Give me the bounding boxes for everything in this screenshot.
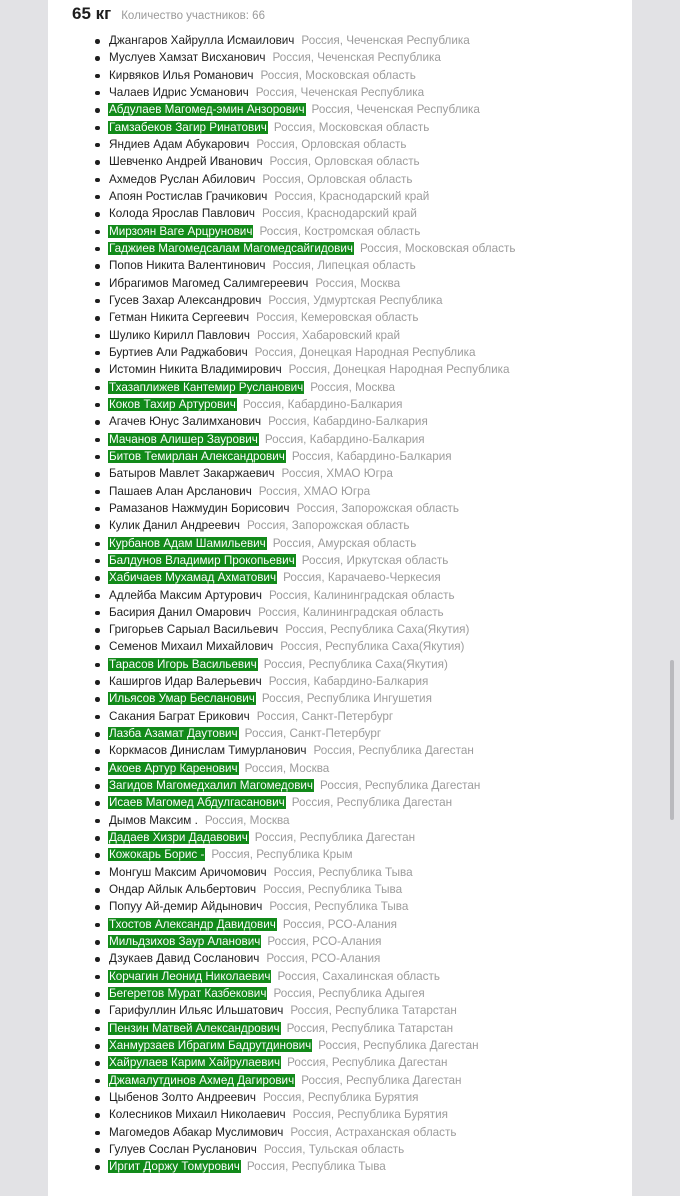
participant-item [108, 708, 628, 725]
participant-item [108, 760, 628, 777]
participant-region: Россия, Запорожская область [296, 501, 459, 515]
participant-item [108, 1020, 628, 1037]
participant-item [108, 517, 628, 534]
participant-region: Россия, Москва [310, 380, 395, 394]
participant-region: Россия, Республика Крым [211, 848, 353, 862]
participant-region: Россия, Республика Татарстан [286, 1021, 454, 1035]
participant-name: Иргит Доржу Томурович [109, 1160, 240, 1174]
participant-item [108, 171, 628, 188]
participant-region: Россия, Республика Татарстан [290, 1004, 457, 1018]
participant-name: Гусев Захар Александрович [109, 293, 262, 307]
participant-item [108, 829, 628, 846]
participant-item [108, 950, 628, 967]
participant-item [108, 32, 628, 49]
participant-region: Россия, Краснодарский край [262, 207, 417, 221]
participant-region: Россия, Республика Дагестан [254, 831, 416, 845]
participant-region: Россия, Москва [315, 276, 401, 290]
participant-region: Россия, Сахалинская область [277, 969, 440, 983]
participant-item [108, 725, 628, 742]
participant-region: Россия, Республика Дагестан [301, 1073, 462, 1087]
participant-item [108, 621, 628, 638]
weight-category-header [72, 4, 265, 28]
participant-region: Россия, ХМАО Югра [281, 467, 393, 481]
participant-region: Россия, Кабардино-Балкария [242, 397, 403, 411]
participant-name: Коркмасов Динислам Тимурланович [109, 744, 307, 758]
participant-name: Гамзабеков Загир Ринатович [109, 120, 267, 134]
participant-item [108, 552, 628, 569]
participant-region: Россия, Республика Саха(Якутия) [285, 623, 470, 637]
participant-region: Россия, Калининградская область [268, 588, 455, 602]
participant-item [108, 1141, 628, 1158]
participant-item [108, 309, 628, 326]
participant-region: Россия, Костромская область [259, 224, 421, 238]
participant-name: Мирзоян Ваге Арцрунович [109, 224, 253, 238]
participant-item [108, 483, 628, 500]
participant-region: Россия, Донецкая Народная Республика [288, 363, 510, 377]
participant-name: Битов Темирлан Александрович [109, 449, 285, 463]
participant-region: Россия, РСО-Алания [267, 935, 382, 949]
participant-name: Муслуев Хамзат Висханович [109, 51, 266, 65]
participant-item [108, 136, 628, 153]
participant-name: Чалаев Идрис Усманович [109, 85, 249, 99]
participant-name: Мачанов Алишер Заурович [109, 432, 258, 446]
participant-item [108, 1072, 628, 1089]
participant-item [108, 119, 628, 136]
participant-item [108, 1158, 628, 1175]
participant-item [108, 690, 628, 707]
participant-name: Гулуев Сослан Русланович [109, 1143, 257, 1156]
participant-name: Монгуш Максим Аричомович [109, 865, 267, 879]
participant-region: Россия, Кабардино-Балкария [268, 675, 429, 689]
participant-name: Сакания Баграт Ерикович [109, 709, 250, 723]
participant-name: Ондар Айлык Альбертович [109, 883, 257, 897]
participant-item [108, 67, 628, 84]
participant-region: Россия, Хабаровский край [257, 328, 401, 342]
participant-name: Цыбенов Золто Андреевич [109, 1091, 257, 1105]
participant-item [108, 569, 628, 586]
background-right [632, 0, 680, 1196]
participant-region: Россия, Краснодарский край [274, 189, 430, 203]
participant-name: Батыров Мавлет Закаржаевич [109, 467, 275, 481]
participant-name: Колесников Михаил Николаевич [109, 1108, 286, 1122]
participant-item [108, 985, 628, 1002]
participant-region: Россия, Орловская область [256, 137, 407, 151]
participant-region: Россия, Республика Тыва [273, 865, 413, 879]
participant-name: Акоев Артур Каренович [109, 761, 238, 775]
participant-item [108, 413, 628, 430]
participant-name: Колода Ярослав Павлович [109, 207, 255, 221]
participant-item [108, 1002, 628, 1019]
participant-item [108, 223, 628, 240]
participant-name: Адлейба Максим Артурович [109, 588, 262, 602]
participant-name: Лазба Азамат Даутович [109, 727, 238, 741]
participant-item [108, 812, 628, 829]
participant-name: Джамалутдинов Ахмед Дагирович [109, 1073, 295, 1087]
participant-region: Россия, Чеченская Республика [311, 103, 480, 117]
participant-region: Россия, Тульская область [263, 1143, 405, 1156]
participant-name: Дзукаев Давид Сосланович [109, 952, 260, 966]
participant-name: Пензин Матвей Александрович [109, 1021, 280, 1035]
participant-region: Россия, РСО-Алания [266, 952, 381, 966]
participant-item [108, 500, 628, 517]
participant-region: Россия, Донецкая Народная Республика [254, 345, 476, 359]
participant-name: Абдулаев Магомед-эмин Анзорович [109, 103, 305, 117]
participant-name: Тарасов Игорь Васильевич [109, 657, 257, 671]
participant-item [108, 638, 628, 655]
participant-region: Россия, Республика Дагестан [291, 796, 453, 810]
participant-region: Россия, Москва [204, 813, 290, 827]
participant-name: Истомин Никита Владимирович [109, 363, 282, 377]
participant-item [108, 777, 628, 794]
participant-item [108, 257, 628, 274]
participant-name: Магомедов Абакар Муслимович [109, 1125, 284, 1139]
participant-region: Россия, Амурская область [272, 536, 417, 550]
participants-count: Количество участников: 66 [121, 10, 265, 22]
participant-name: Ибрагимов Магомед Салимгереевич [109, 276, 309, 290]
participant-item [108, 742, 628, 759]
participant-item [108, 101, 628, 118]
participant-item [108, 1089, 628, 1106]
participant-region: Россия, Республика Дагестан [320, 779, 481, 793]
participant-name: Хайрулаев Карим Хайрулаевич [109, 1056, 281, 1070]
participant-region: Россия, РСО-Алания [282, 917, 397, 931]
participant-item [108, 361, 628, 378]
participant-item [108, 465, 628, 482]
participant-name: Ильясов Умар Бесланович [109, 692, 255, 706]
participant-region: Россия, Кабардино-Балкария [291, 449, 452, 463]
participant-name: Агачев Юнус Залимханович [109, 415, 262, 429]
participant-region: Россия, Иркутская область [301, 553, 449, 567]
participant-name: Басирия Данил Омарович [109, 605, 252, 619]
participant-name: Тхостов Александр Давидович [109, 917, 276, 931]
participant-name: Яндиев Адам Абукарович [109, 137, 250, 151]
participant-region: Россия, Московская область [260, 68, 416, 82]
participant-region: Россия, Москва [244, 761, 330, 775]
participant-region: Россия, Республика Адыгея [273, 987, 425, 1001]
participants-list [108, 32, 628, 1176]
participant-name: Кулик Данил Андреевич [109, 519, 240, 533]
participant-item [108, 1106, 628, 1123]
participant-region: Россия, Кабардино-Балкария [268, 415, 428, 429]
participant-name: Курбанов Адам Шамильевич [109, 536, 266, 550]
participant-region: Россия, Республика Тыва [269, 900, 409, 914]
participant-name: Буртиев Али Раджабович [109, 345, 248, 359]
participant-region: Россия, ХМАО Югра [258, 484, 371, 498]
participant-region: Россия, Чеченская Республика [255, 85, 425, 99]
participant-item [108, 240, 628, 257]
participant-item [108, 916, 628, 933]
participant-region: Россия, Удмуртская Республика [268, 293, 443, 307]
participant-item [108, 275, 628, 292]
participant-name: Бегеретов Мурат Казбекович [109, 987, 267, 1001]
participant-item [108, 968, 628, 985]
participant-item [108, 656, 628, 673]
participant-name: Попуу Ай-демир Айдынович [109, 900, 263, 914]
participant-region: Россия, Московская область [273, 120, 430, 134]
participant-name: Попов Никита Валентинович [109, 259, 266, 273]
participant-item [108, 379, 628, 396]
participant-item [108, 153, 628, 170]
participant-item [108, 205, 628, 222]
participant-item [108, 448, 628, 465]
participant-name: Загидов Магомедхалил Магомедович [109, 779, 314, 793]
participant-region: Россия, Калининградская область [258, 605, 444, 619]
participant-item [108, 604, 628, 621]
participant-item [108, 1054, 628, 1071]
participant-item [108, 898, 628, 915]
participant-name: Исаев Магомед Абдулгасанович [109, 796, 285, 810]
participants-card [48, 0, 632, 1196]
participant-item [108, 84, 628, 101]
participant-name: Гетман Никита Сергеевич [109, 311, 250, 325]
participant-name: Ханмурзаев Ибрагим Бадрутдинович [109, 1039, 312, 1053]
participant-item [108, 396, 628, 413]
participant-name: Тхазаплижев Кантемир Русланович [109, 380, 304, 394]
participant-item [108, 1124, 628, 1141]
participant-item [108, 587, 628, 604]
participant-region: Россия, Кемеровская область [256, 311, 419, 325]
participant-name: Кирвяков Илья Романович [109, 68, 254, 82]
participant-region: Россия, Санкт-Петербург [244, 727, 382, 741]
participant-name: Пашаев Алан Арсланович [109, 484, 252, 498]
background-left [0, 0, 48, 1196]
participant-name: Семенов Михаил Михайлович [109, 640, 274, 654]
participant-name: Каширгов Идар Валерьевич [109, 675, 262, 689]
participant-region: Россия, Республика Ингушетия [261, 692, 432, 706]
participant-region: Россия, Кабардино-Балкария [264, 432, 425, 446]
participant-item [108, 864, 628, 881]
participant-item [108, 292, 628, 309]
participant-name: Балдунов Владимир Прокопьевич [109, 553, 295, 567]
participant-name: Мильдзихов Заур Аланович [109, 935, 261, 949]
participant-item [108, 933, 628, 950]
participant-name: Хабичаев Мухамад Ахматович [109, 571, 277, 585]
participant-region: Россия, Республика Дагестан [287, 1056, 448, 1070]
participant-name: Шулико Кирилл Павлович [109, 328, 251, 342]
participant-name: Коков Тахир Артурович [109, 397, 236, 411]
participant-region: Россия, Карачаево-Черкесия [283, 571, 441, 585]
participant-item [108, 881, 628, 898]
participant-region: Россия, Республика Дагестан [313, 744, 474, 758]
participant-region: Россия, Республика Тыва [246, 1160, 386, 1174]
participant-region: Россия, Санкт-Петербург [256, 709, 394, 723]
participant-item [108, 794, 628, 811]
participant-region: Россия, Чеченская Республика [272, 51, 441, 65]
participant-item [108, 535, 628, 552]
participant-item [108, 846, 628, 863]
participant-item [108, 431, 628, 448]
participant-name: Ахмедов Руслан Абилович [109, 172, 256, 186]
participant-name: Дадаев Хизри Дадавович [109, 831, 248, 845]
participant-name: Рамазанов Нажмудин Борисович [109, 501, 290, 515]
participant-name: Григорьев Сарыал Васильевич [109, 623, 279, 637]
participant-name: Гаджиев Магомедсалам Магомедсайгидович [109, 241, 353, 255]
participant-region: Россия, Московская область [360, 241, 516, 255]
participant-item [108, 49, 628, 66]
participant-region: Россия, Республика Бурятия [292, 1108, 448, 1122]
participant-item [108, 673, 628, 690]
participant-item [108, 327, 628, 344]
participant-item [108, 1037, 628, 1054]
participant-name: Джангаров Хайрулла Исмаилович [109, 34, 295, 47]
participant-region: Россия, Орловская область [269, 155, 420, 169]
participant-name: Кожокарь Борис - [109, 848, 205, 862]
participant-region: Россия, Чеченская Республика [301, 34, 470, 47]
participant-item [108, 188, 628, 205]
participant-region: Россия, Липецкая область [272, 259, 416, 273]
participant-region: Россия, Республика Саха(Якутия) [263, 657, 448, 671]
participant-region: Россия, Запорожская область [246, 519, 410, 533]
participant-region: Россия, Орловская область [262, 172, 413, 186]
participant-name: Апоян Ростислав Грачикович [109, 189, 268, 203]
weight-category-title: 65 кг [72, 4, 112, 23]
participant-region: Россия, Астраханская область [290, 1125, 457, 1139]
participant-name: Корчагин Леонид Николаевич [109, 969, 271, 983]
participant-name: Дымов Максим . [109, 813, 198, 827]
scrollbar[interactable] [670, 660, 674, 820]
participant-region: Россия, Республика Бурятия [263, 1091, 419, 1105]
participant-name: Шевченко Андрей Иванович [109, 155, 263, 169]
participant-region: Россия, Республика Тыва [263, 883, 403, 897]
participant-item [108, 344, 628, 361]
participant-region: Россия, Республика Дагестан [318, 1039, 479, 1053]
participant-name: Гарифуллин Ильяс Ильшатович [109, 1004, 284, 1018]
participant-region: Россия, Республика Саха(Якутия) [280, 640, 465, 654]
